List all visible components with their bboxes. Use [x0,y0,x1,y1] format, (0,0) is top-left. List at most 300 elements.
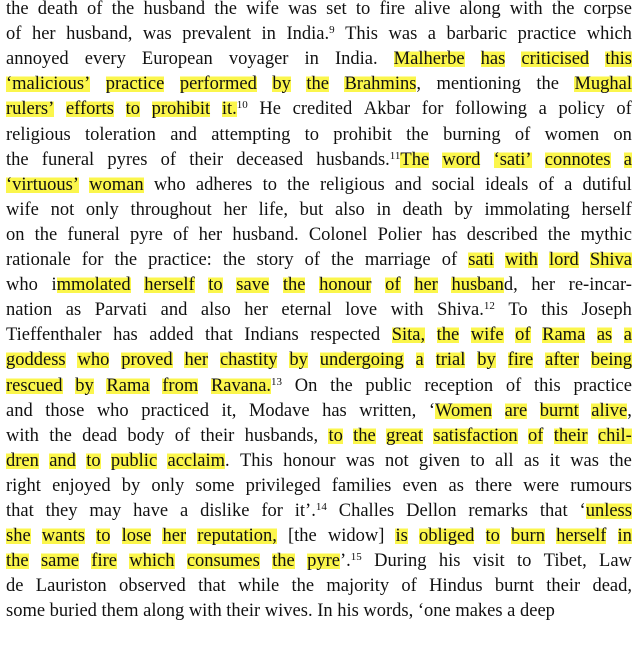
text-span: pyre [129,224,163,245]
text-span: ’. [339,551,351,572]
word [246,0,279,22]
text-span: wife [246,0,279,19]
text-span: observed [118,576,186,597]
word [6,548,29,574]
text-span: love [345,300,378,321]
text-span: all [495,450,514,471]
word [335,46,378,72]
highlighted-text: in [617,526,632,547]
highlighted-text: proved [121,350,173,371]
word [148,247,212,273]
word [286,21,334,47]
text-span: European [141,49,213,70]
text-span: wives. [264,601,313,622]
text-span: their [189,149,224,170]
text-span: death [402,199,443,220]
highlighted-text: to [485,526,500,547]
word [363,598,413,624]
word [439,548,461,574]
highlighted-text: public [110,450,158,471]
word [541,297,568,323]
word [573,373,632,399]
word [66,21,132,47]
text-line [6,147,632,173]
text-span: a [538,99,547,120]
highlighted-text: performed [179,74,257,95]
word [106,373,149,399]
word [223,197,247,223]
word [119,573,186,599]
text-span: a [427,24,437,45]
word [545,347,579,373]
word [229,46,289,72]
word [50,598,97,624]
text-span: widow] [327,526,385,547]
word [353,423,376,449]
word [454,197,473,223]
text-span: immolating [484,199,570,220]
text-span: the [214,0,237,19]
highlighted-text: woman [89,174,144,195]
word [471,322,504,348]
text-span: were [523,475,560,496]
text-span: social [431,174,475,195]
text-span: Akbar [363,99,411,120]
highlighted-text: of [385,275,401,296]
word [259,96,281,122]
word [443,122,501,148]
word [346,448,375,474]
text-span: annoyed [6,49,69,70]
word [416,347,424,373]
highlighted-text: reputation, [197,526,277,547]
highlighted-text: chastity [219,350,278,371]
text-span: in [376,199,391,220]
text-span: the [547,224,571,245]
word [437,297,495,323]
word [143,21,172,47]
text-span: for [261,501,283,521]
text-span: with [6,425,39,446]
highlighted-text: their [553,425,588,446]
text-span: Shiva. [437,300,484,321]
word [391,297,424,323]
word [316,147,429,173]
highlighted-text: dren [6,450,39,471]
word [198,573,226,599]
word [220,347,278,373]
footnote-ref: 11 [389,149,401,162]
word [154,172,186,198]
text-span: with [390,300,424,321]
word [613,122,632,148]
word [365,247,431,273]
text-span: d, [503,275,518,296]
text-span: for [81,250,104,270]
word [112,0,135,22]
word [419,523,475,549]
footnote-ref: 9 [329,24,335,37]
text-span: but [299,199,324,220]
word [66,96,114,122]
word [365,373,411,399]
word [376,197,390,223]
text-span: who [96,400,129,421]
highlighted-text: a [415,350,424,371]
word [249,398,310,424]
word [517,548,531,574]
text-span: some [195,475,235,496]
word [200,423,234,449]
word [540,398,579,424]
text-span: given [418,450,461,471]
word [35,222,58,248]
text-span: i [51,275,57,296]
word [432,222,457,248]
text-span: husband, [66,24,133,45]
word [550,448,560,474]
text-span: the [34,224,58,245]
word [195,473,234,499]
text-span: not [50,199,75,220]
text-span: with [188,601,222,622]
text-span: husband [143,0,206,19]
word [538,172,553,198]
text-span: rationale [6,250,71,270]
word [180,71,257,97]
word [107,147,147,173]
word [569,272,632,298]
word [246,473,321,499]
word [261,498,283,524]
highlighted-text: save [236,275,270,296]
text-span: her [223,199,247,220]
word [211,122,290,148]
word [455,96,527,122]
word [401,573,416,599]
word [114,247,137,273]
word [6,46,69,72]
word [6,247,71,273]
word [129,548,174,574]
word [292,573,315,599]
word [111,448,157,474]
highlighted-text: chil- [597,425,632,446]
text-span: their [546,576,581,597]
word [6,197,39,223]
word [320,347,404,373]
word [402,473,437,499]
word [283,272,306,298]
highlighted-text: satisfaction [433,425,518,446]
word [52,272,131,298]
footnote-ref: 14 [315,501,327,513]
word [143,0,205,22]
highlighted-text: her [162,526,187,547]
highlighted-text: Ravana. [210,375,272,396]
text-span: rumours [570,475,632,496]
text-span: prohibit [333,124,392,145]
text-span: who [6,275,38,296]
text-line [6,71,632,97]
word [289,347,308,373]
text-span: wife [6,199,39,220]
word [46,498,78,524]
word [283,448,335,474]
word [236,272,269,298]
text-span: Colonel [308,224,368,245]
highlighted-text: trial [435,350,466,371]
text-span: . [225,450,230,471]
text-line [6,46,632,72]
word [102,598,139,624]
text-span: of [538,174,554,195]
word [495,448,514,474]
word [591,347,632,373]
text-line [6,473,632,499]
text-span: This [345,24,378,45]
text-span: dutiful [582,174,632,195]
word [126,96,140,122]
word [618,523,632,549]
word [468,247,494,273]
text-span: has [322,400,347,421]
highlighted-text: her [184,350,209,371]
word [339,498,395,524]
text-span: Polier [377,224,422,245]
text-span: dead [82,425,118,446]
text-span: of [173,224,189,245]
word [143,598,184,624]
text-span: life, [258,199,288,220]
word [609,448,632,474]
text-span: it, [221,400,237,421]
text-span: to [304,124,320,145]
text-span: that [205,325,233,346]
word [201,297,231,323]
text-span: barbaric [446,24,508,45]
text-span: policy [558,99,605,120]
word [542,322,585,348]
text-span: burning [443,124,501,145]
highlighted-text: Brahmins [344,74,417,95]
word [82,247,104,273]
word [364,96,410,122]
highlighted-text: connotes [544,149,611,170]
highlighted-text: lose [121,526,152,547]
word [406,122,429,148]
word [534,373,561,399]
text-span: described [466,224,538,245]
word [344,71,421,97]
text-span: a [179,501,189,521]
word [263,172,277,198]
word [45,398,84,424]
text-span: He [259,99,281,120]
text-span: re-incar- [568,275,632,296]
highlighted-text: which [129,551,175,572]
text-span: women [544,124,600,145]
word [624,322,632,348]
word [520,598,555,624]
text-span: This [239,450,273,471]
text-span: funeral [67,224,120,245]
highlighted-text: pyre [307,551,340,572]
highlighted-text: mmolated [56,275,131,296]
word [414,272,438,298]
word [424,373,493,399]
word [133,498,168,524]
word [470,448,484,474]
word [208,272,222,298]
word [333,122,392,148]
highlighted-text: husban [451,275,504,296]
text-span: by [454,199,473,220]
word [66,297,81,323]
highlighted-text: alive [591,400,628,421]
text-span: voyager [228,49,289,70]
word [581,222,632,248]
text-line [6,598,632,624]
word [599,548,632,574]
highlighted-text: of [515,325,531,346]
word [508,297,527,323]
word [305,247,320,273]
word [173,222,188,248]
word [332,473,392,499]
text-span: mentioning [436,74,521,95]
text-span: was [345,450,375,471]
text-span: Parvati [94,300,148,321]
word [403,197,443,223]
word [459,0,500,22]
highlighted-text: wife [470,325,504,346]
highlighted-text: to [96,526,111,547]
text-span: the [287,174,310,195]
word [162,523,186,549]
text-span: a [564,174,573,195]
word [414,0,450,22]
text-span: throughout [130,199,212,220]
text-span: deceased [236,149,304,170]
text-span: practiced [141,400,209,421]
word [507,598,515,624]
word [42,147,94,173]
highlighted-text: by [477,350,496,371]
text-span: the [330,375,353,396]
word [200,498,249,524]
highlighted-text: rescued [6,375,63,396]
word [170,122,197,148]
word [392,322,425,348]
text-span: on [613,124,632,145]
text-span: alive [414,0,451,19]
highlighted-text: by [75,375,94,396]
text-span: On [294,375,318,396]
word [6,598,45,624]
word [564,172,572,198]
word [288,0,317,22]
text-span: it [549,450,560,471]
text-span: practice [517,24,577,45]
highlighted-text: the [306,74,329,95]
highlighted-text: prohibit [151,99,211,120]
word [85,122,156,148]
word [505,247,538,273]
word [574,71,632,97]
text-span: that [539,501,568,521]
word [305,46,319,72]
word [144,272,194,298]
word [305,122,319,148]
highlighted-text: with [504,250,538,270]
highlighted-text: of [527,425,544,446]
text-line [6,322,632,348]
word [521,46,589,72]
word [262,21,276,47]
word [442,247,457,273]
highlighted-text: ‘malicious’ [6,74,91,95]
word [432,172,475,198]
highlighted-text: this [605,49,632,70]
word [429,573,482,599]
word [307,548,362,574]
word [149,322,193,348]
text-line [6,272,632,298]
word [484,197,569,223]
word [624,147,632,173]
word [265,598,313,624]
highlighted-text: her [414,275,438,296]
text-span: dead, [592,576,632,597]
word [429,398,492,424]
text-span: written, [359,400,417,421]
text-span: ‘one [417,601,451,622]
text-span: Challes [338,501,395,521]
text-span: and [6,400,33,421]
word [38,0,78,22]
highlighted-text: Rama [542,325,586,346]
text-span: the [49,425,72,446]
text-line [6,0,632,22]
text-span: nation [6,300,53,321]
word [326,0,347,22]
word [238,573,279,599]
text-span: funeral [41,149,95,170]
text-span: may [89,501,122,521]
word [544,548,587,574]
word [6,96,54,122]
text-span: also [334,199,365,220]
text-span: the [222,250,246,270]
word [554,423,588,449]
text-line [6,347,632,373]
text-span: has [431,224,457,245]
text-span: this [541,300,568,321]
word [161,147,176,173]
word [199,222,223,248]
text-span: of [616,99,632,120]
text-span: , [627,400,632,421]
text-span: of [304,250,321,270]
word [89,498,121,524]
word [259,197,288,223]
word [91,548,117,574]
text-span: Law [599,551,632,572]
word [293,96,353,122]
text-span: mythic [580,224,632,245]
word [436,347,466,373]
